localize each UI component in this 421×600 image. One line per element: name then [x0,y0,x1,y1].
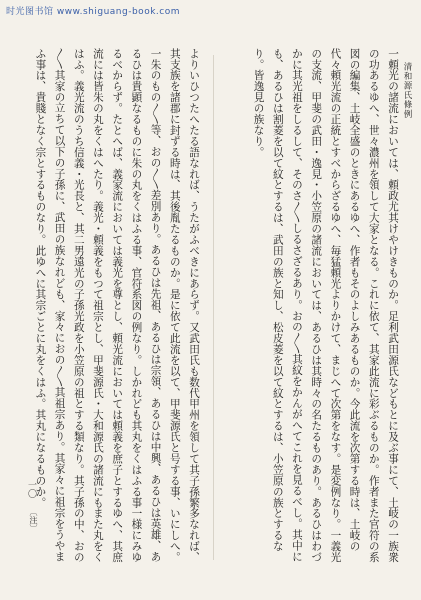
column-divider [213,55,214,560]
text-column-right: 一頼光の諸流においては、頼政尤其けやけきものか。足利武田源氏などもとに及ぶ事にて、土岐の一族衆の功あるゆへ、世々濃州を領して大家となる。これに依て、其家此流に彩ぶるものか。作者また官符の系図の編集、土岐全盛のときにあるゆへ、作者もそのよしみあるものか。今此流を次第する時は、土岐の代々頼光流の正統とすべからざるゆへ、毎猛頼光よりかけて、まじへて次第をなす。是変例なり。一義光の支流、甲斐の武田・逸見・小笠原の諸流においては、あるひは其時々の名たるものあり。あるひはわづかに其光祖をしるして、そのさ〳〵しるさざるあり。おの〳〵其紋をかんがへてこれを見るべし。其中にも、あるひは割菱を以て紋とするは、武田の族と知し、松皮菱を以て紋とするは、小笠原の族とするなり。皆逸見の族なり。 [252,48,399,563]
running-header: 清和源氏條例 [402,62,412,119]
text-column-left: よりいひつたへたる語なれば、うたがふべきにあらず。又武田氏も数代甲州を領して其子孫繁多なれば、其支族を諸郡に封ずる時は、其後胤たるものか。是に依て此流を以て、甲斐源氏と号する事、いにしへ。一朱のもの〳〵等、おの〳〵差別あり。あるひは先祖、あるひは宗領、あるひは中興、あるひは英雄、あるひは貴顕なるものに朱の丸をくはふる事、官符系図の例なり。しかれども其丸をくはふる事一様にみゆるべからず。たとへば、義家流においては義光を尊とし、頼光流においては頼義を庶子とするゆへ、其庶流には皆朱の丸をくはへたり。義光・頼義をもつて祖宗とし、甲斐源氏・大和源氏の諸流にもまた丸をくはふ。義光流のうち信義・光長と、其二男遠光の子孫光政を小笠原の祖とする類なり。其子孫の中、おの〳〵其家の立ちて以下の子孫に、武田の族なれども、家々におの〳〵其祖宗あり。其家々に祖宗をうやまふ事は、貴賤となく宗とするものなり。此ゆへに其宗ごとに丸をくはふ。其丸になるものか。 [34,48,200,563]
watermark: 时光图书馆 www.shiguang-book.com [6,7,180,17]
side-note: 〔注〕 [29,508,38,532]
page-number: 一〇 [26,480,36,498]
